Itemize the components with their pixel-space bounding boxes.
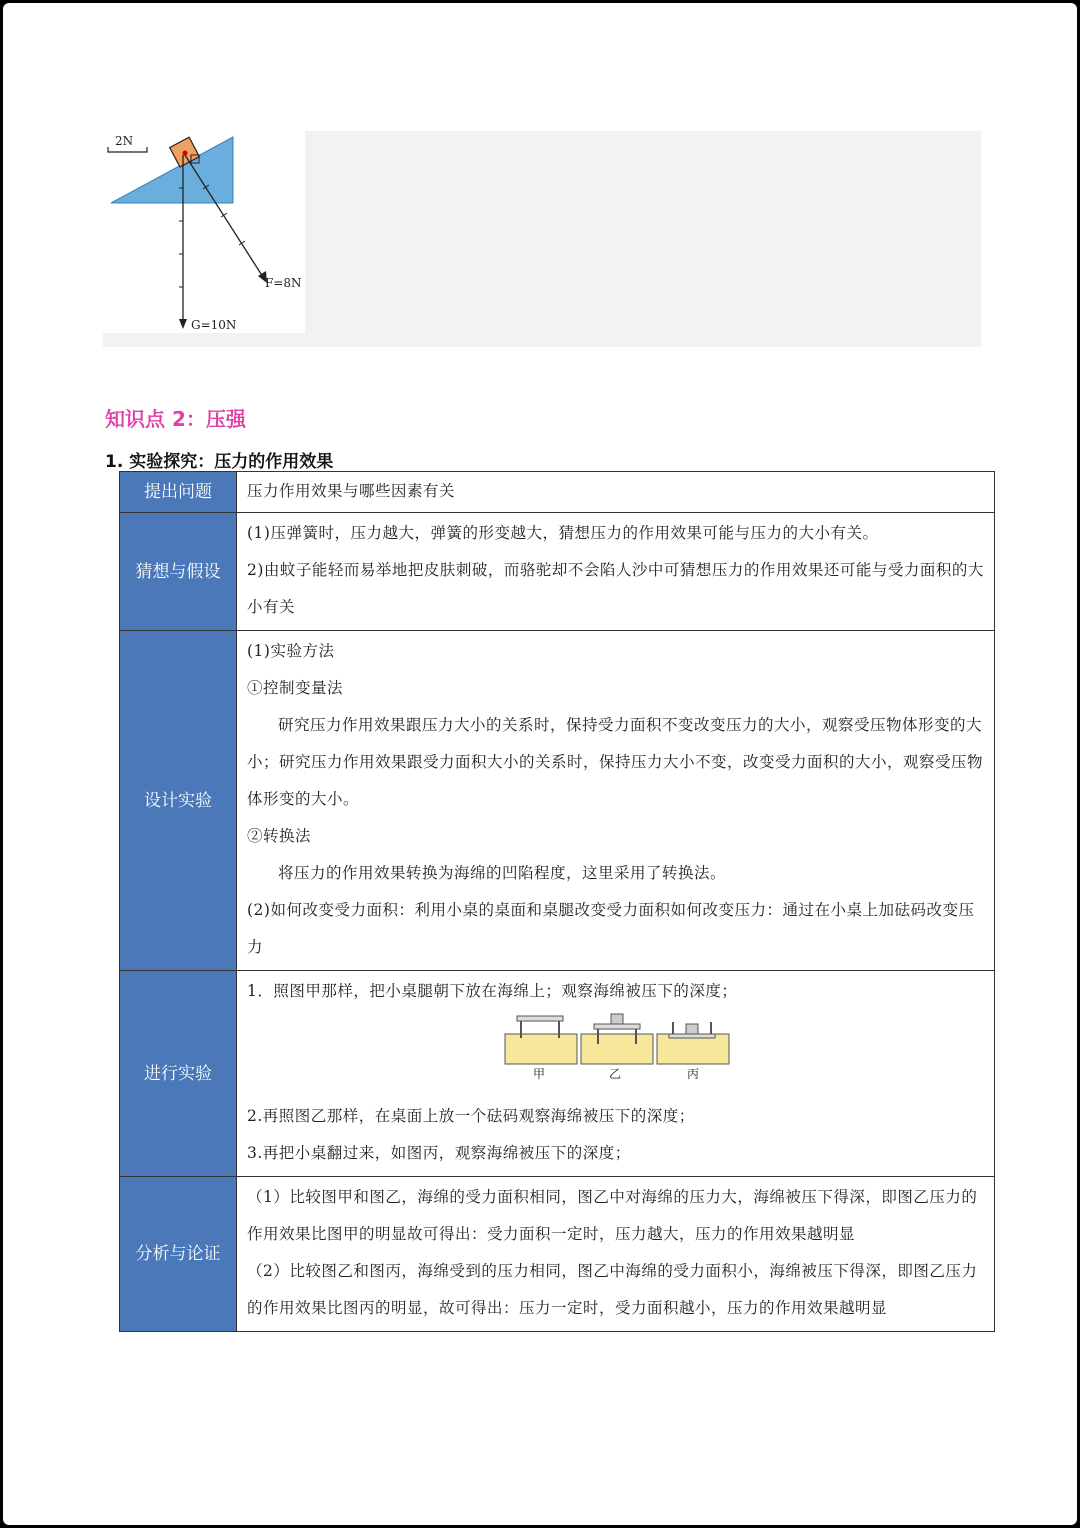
desk-figure-row <box>247 1010 988 1098</box>
text-line: ②转换法 <box>247 827 312 845</box>
text-line: (1)实验方法 <box>247 642 335 660</box>
scale-label: 2N <box>115 134 134 148</box>
text-line: 1．照图甲那样，把小桌腿朝下放在海绵上；观察海绵被压下的深度； <box>247 982 738 1000</box>
table-row <box>120 971 995 1177</box>
figure-panel <box>103 131 981 347</box>
force-diagram <box>103 131 305 333</box>
text-line: (1)压弹簧时，压力越大，弹簧的形变越大，猜想压力的作用效果可能与压力的大小有关。 <box>247 524 879 542</box>
figure-label-bing: 丙 <box>687 1067 700 1081</box>
text-line: 2)由蚊子能轻而易举地把皮肤刺破，而骆驼却不会陷人沙中可猜想压力的作用效果还可能与受力面积的大小有关 <box>247 561 984 616</box>
row-header-hypothesis: 猜想与假设 <box>120 513 237 631</box>
section-heading: 知识点 2：压强 <box>105 407 246 431</box>
desk-sponge-figure <box>503 1012 735 1082</box>
applied-force-label: F=8N <box>265 276 302 290</box>
text-line: (2)如何改变受力面积：利用小桌的桌面和桌腿改变受力面积如何改变压力：通过在小桌上加砝码改变压力 <box>247 901 975 956</box>
row-header-analysis: 分析与论证 <box>120 1177 237 1332</box>
gravity-arrowhead <box>179 319 187 329</box>
text-line: 2.再照图乙那样，在桌面上放一个砝码观察海绵被压下的深度； <box>247 1107 695 1125</box>
row-body-question <box>237 472 995 513</box>
row-header-design: 设计实验 <box>120 631 237 971</box>
text-line: 研究压力作用效果跟压力大小的关系时，保持受力面积不变改变压力的大小，观察受压物体形变的大小；研究压力作用效果跟受力面积大小的关系时，保持压力大小不变，改变受力面积的大小，观察受压物体形变的大小。 <box>247 716 984 808</box>
text-line: 将压力的作用效果转换为海绵的凹陷程度，这里采用了转换法。 <box>278 864 727 882</box>
text-line: （2）比较图乙和图丙，海绵受到的压力相同，图乙中海绵的受力面积小，海绵被压下得深，即图乙压力的作用效果比图丙的明显，故可得出：压力一定时，受力面积越小，压力的作用效果越明显 <box>247 1262 978 1317</box>
gravity-label: G=10N <box>191 318 237 332</box>
text-line: （1）比较图甲和图乙，海绵的受力面积相同，图乙中对海绵的压力大，海绵被压下得深，即图乙压力的作用效果比图甲的明显故可得出：受力面积一定时，压力越大，压力的作用效果越明显 <box>247 1188 978 1243</box>
row-header-procedure: 进行实验 <box>120 971 237 1177</box>
row-body-design <box>237 631 995 971</box>
figure-label-jia: 甲 <box>533 1067 546 1081</box>
text-line: ①控制变量法 <box>247 679 344 697</box>
force-diagram-svg <box>103 131 305 333</box>
table-row <box>120 513 995 631</box>
figure-label-yi: 乙 <box>609 1067 622 1081</box>
experiment-table <box>119 471 995 1332</box>
row-body-hypothesis <box>237 513 995 631</box>
text-line: 3.再把小桌翻过来，如图丙，观察海绵被压下的深度； <box>247 1144 631 1162</box>
table-row <box>120 472 995 513</box>
row-header-question: 提出问题 <box>120 472 237 513</box>
page <box>3 3 1077 1525</box>
table-row <box>120 1177 995 1332</box>
table-row <box>120 631 995 971</box>
text-line: 压力作用效果与哪些因素有关 <box>247 482 456 500</box>
sub-heading: 1. 实验探究：压力的作用效果 <box>105 452 334 472</box>
row-body-analysis <box>237 1177 995 1332</box>
force-origin <box>183 151 188 156</box>
row-body-procedure <box>237 971 995 1177</box>
